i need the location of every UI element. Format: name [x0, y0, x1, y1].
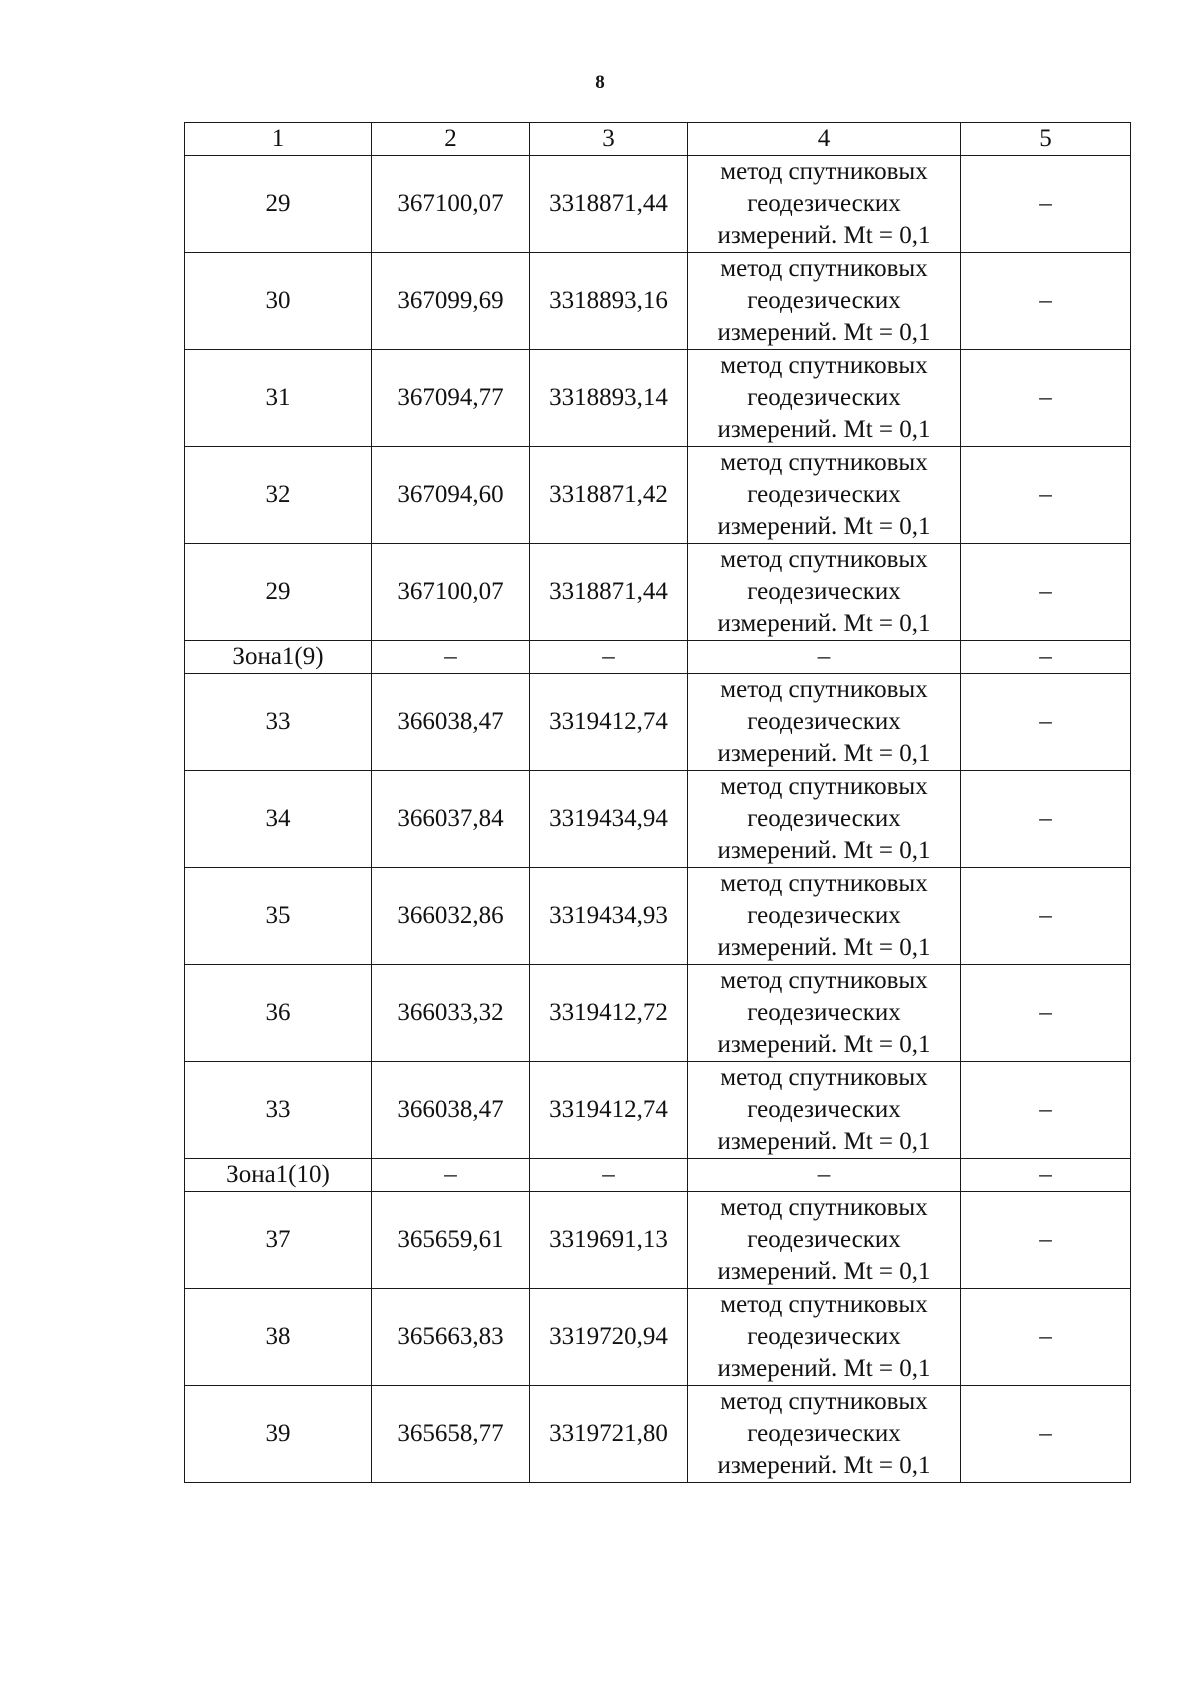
y-coordinate-cell: 3319412,72 [530, 965, 688, 1062]
point-number-cell: 29 [185, 156, 372, 253]
table-body [185, 123, 1131, 1483]
point-number-cell: 38 [185, 1289, 372, 1386]
point-number-cell: 32 [185, 447, 372, 544]
zone-row [185, 1159, 1131, 1192]
header-cell-col5: 5 [961, 123, 1131, 156]
point-number-cell: 36 [185, 965, 372, 1062]
y-coordinate-cell: 3319412,74 [530, 1062, 688, 1159]
x-coordinate-cell: 366038,47 [372, 1062, 530, 1159]
y-coordinate-cell: – [530, 641, 688, 674]
note-cell: – [961, 156, 1131, 253]
y-coordinate-cell: 3319434,94 [530, 771, 688, 868]
x-coordinate-cell: 367094,60 [372, 447, 530, 544]
zone-label-cell: Зона1(10) [185, 1159, 372, 1192]
point-number-cell: 31 [185, 350, 372, 447]
note-cell: – [961, 1386, 1131, 1483]
note-cell: – [961, 641, 1131, 674]
y-coordinate-cell: 3318871,42 [530, 447, 688, 544]
table-row [185, 1192, 1131, 1289]
method-cell: метод спутниковых геодезических измерений. Mt = 0,1 [688, 1062, 961, 1159]
note-cell: – [961, 674, 1131, 771]
y-coordinate-cell: 3318893,16 [530, 253, 688, 350]
note-cell: – [961, 1289, 1131, 1386]
y-coordinate-cell: 3319721,80 [530, 1386, 688, 1483]
method-cell: метод спутниковых геодезических измерений. Mt = 0,1 [688, 1386, 961, 1483]
table-row [185, 253, 1131, 350]
y-coordinate-cell: 3319434,93 [530, 868, 688, 965]
y-coordinate-cell: 3318871,44 [530, 544, 688, 641]
y-coordinate-cell: 3318871,44 [530, 156, 688, 253]
point-number-cell: 29 [185, 544, 372, 641]
zone-row [185, 641, 1131, 674]
table-row [185, 1289, 1131, 1386]
method-cell: метод спутниковых геодезических измерений. Mt = 0,1 [688, 1192, 961, 1289]
note-cell: – [961, 1062, 1131, 1159]
x-coordinate-cell: 367100,07 [372, 156, 530, 253]
point-number-cell: 39 [185, 1386, 372, 1483]
method-cell: метод спутниковых геодезических измерений. Mt = 0,1 [688, 253, 961, 350]
x-coordinate-cell: 365663,83 [372, 1289, 530, 1386]
method-cell: метод спутниковых геодезических измерений. Mt = 0,1 [688, 156, 961, 253]
y-coordinate-cell: 3319412,74 [530, 674, 688, 771]
method-cell: метод спутниковых геодезических измерений. Mt = 0,1 [688, 544, 961, 641]
table-row [185, 447, 1131, 544]
table-row [185, 868, 1131, 965]
y-coordinate-cell: – [530, 1159, 688, 1192]
table-row [185, 674, 1131, 771]
header-cell-col2: 2 [372, 123, 530, 156]
note-cell: – [961, 253, 1131, 350]
note-cell: – [961, 1192, 1131, 1289]
method-cell: метод спутниковых геодезических измерений. Mt = 0,1 [688, 771, 961, 868]
note-cell: – [961, 350, 1131, 447]
table-row [185, 156, 1131, 253]
method-cell: метод спутниковых геодезических измерений. Mt = 0,1 [688, 350, 961, 447]
x-coordinate-cell: 366032,86 [372, 868, 530, 965]
y-coordinate-cell: 3318893,14 [530, 350, 688, 447]
point-number-cell: 35 [185, 868, 372, 965]
x-coordinate-cell: – [372, 641, 530, 674]
table-row [185, 965, 1131, 1062]
method-cell: метод спутниковых геодезических измерений. Mt = 0,1 [688, 674, 961, 771]
header-cell-col3: 3 [530, 123, 688, 156]
x-coordinate-cell: 367094,77 [372, 350, 530, 447]
x-coordinate-cell: 366033,32 [372, 965, 530, 1062]
header-cell-col4: 4 [688, 123, 961, 156]
method-cell: метод спутниковых геодезических измерений. Mt = 0,1 [688, 868, 961, 965]
y-coordinate-cell: 3319691,13 [530, 1192, 688, 1289]
note-cell: – [961, 771, 1131, 868]
method-cell: метод спутниковых геодезических измерений. Mt = 0,1 [688, 1289, 961, 1386]
note-cell: – [961, 447, 1131, 544]
point-number-cell: 33 [185, 674, 372, 771]
x-coordinate-cell: 367099,69 [372, 253, 530, 350]
coordinates-table [184, 122, 1131, 1483]
table-row [185, 544, 1131, 641]
method-cell: – [688, 641, 961, 674]
y-coordinate-cell: 3319720,94 [530, 1289, 688, 1386]
table-row [185, 1062, 1131, 1159]
note-cell: – [961, 965, 1131, 1062]
page-number: 8 [595, 72, 605, 93]
point-number-cell: 30 [185, 253, 372, 350]
header-cell-col1: 1 [185, 123, 372, 156]
table-row [185, 350, 1131, 447]
table-row [185, 1386, 1131, 1483]
header-row [185, 123, 1131, 156]
x-coordinate-cell: – [372, 1159, 530, 1192]
method-cell: метод спутниковых геодезических измерений. Mt = 0,1 [688, 447, 961, 544]
x-coordinate-cell: 366037,84 [372, 771, 530, 868]
point-number-cell: 33 [185, 1062, 372, 1159]
point-number-cell: 37 [185, 1192, 372, 1289]
method-cell: метод спутниковых геодезических измерений. Mt = 0,1 [688, 965, 961, 1062]
x-coordinate-cell: 367100,07 [372, 544, 530, 641]
note-cell: – [961, 868, 1131, 965]
point-number-cell: 34 [185, 771, 372, 868]
zone-label-cell: Зона1(9) [185, 641, 372, 674]
x-coordinate-cell: 365658,77 [372, 1386, 530, 1483]
x-coordinate-cell: 365659,61 [372, 1192, 530, 1289]
note-cell: – [961, 1159, 1131, 1192]
note-cell: – [961, 544, 1131, 641]
method-cell: – [688, 1159, 961, 1192]
x-coordinate-cell: 366038,47 [372, 674, 530, 771]
table-row [185, 771, 1131, 868]
